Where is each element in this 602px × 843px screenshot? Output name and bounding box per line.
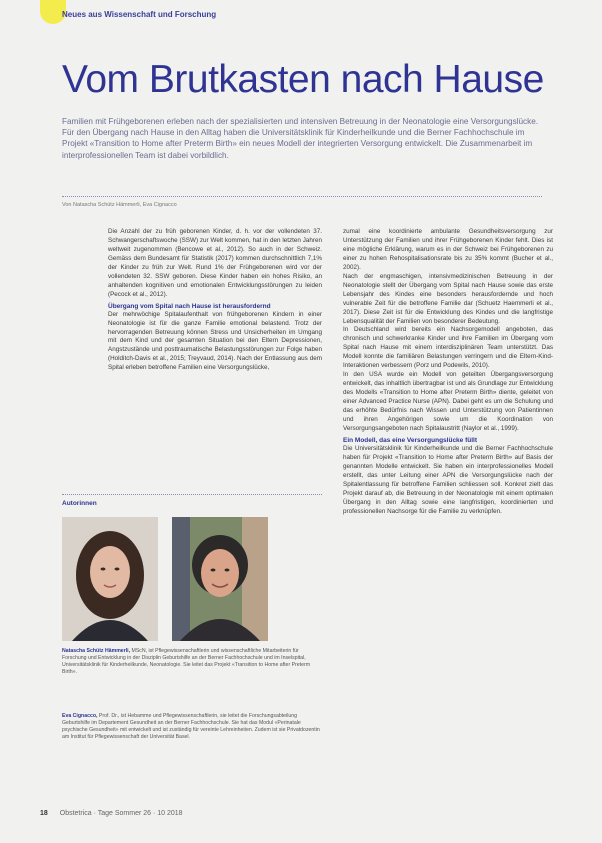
author-text: Prof. Dr., ist Hebamme und Pflegewissenschaftlerin, sie leitet die Forschungsabteilung Geburtshilfe im Departement Gesundheit an der Berner Fachhochschule. Sie hat das Modul «Perinatale psychische Gesundheit» mit entwickelt und ist zuständig für vereinte Lehreinheiten. Zudem ist sie Privatdozentin am Institut für Pflegewissenschaft der Universität Basel.	[62, 713, 320, 741]
author-name: Eva Cignacco,	[62, 713, 98, 719]
lead-divider	[62, 196, 542, 197]
subheading: Ein Modell, das eine Versorgungslücke füllt	[343, 436, 478, 444]
author-bio-schuetz	[62, 648, 324, 676]
subheading: Übergang vom Spital nach Hause ist herausfordernd	[108, 302, 271, 310]
lead-paragraph: Familien mit Frühgeborenen erleben nach der spezialisierten und intensiven Betreuung in der Neonatologie eine Versorgungslücke. Für den Übergang nach Hause in den Alltag haben die Universitätsklinik für Kinderheilkunde und die Berner Fachhochschule im Projekt «Transition to Home after Preterm Birth» ein neues Modell der integrierten Versorgung entwickelt. Die Zusammenarbeit im interprofessionellen Team ist dabei vorbildlich.	[62, 117, 539, 160]
column-left	[108, 228, 322, 373]
page-number: 18	[40, 810, 48, 817]
paragraph: Der mehrwöchige Spitalaufenthalt von frühgeborenen Kindern in einer Neonatologie ist für die ganze Familie emotional belastend. Trotz der hervorragenden Betreuung können Stress und Unsicherheiten im Umgang mit dem Kind und der gesamten Situation bei den Eltern Depressionen, Angstzustände und posttraumatische Belastungsstörungen zur Folge haben (Holditch-Davis et al., 2015; Treyvaud, 2014). Nach der Entlassung aus dem Spital erleben betroffene Familien eine Versorgungslücke,	[108, 310, 322, 372]
column-right	[343, 228, 553, 517]
author-photo-schuetz	[62, 517, 158, 641]
paragraph: In Deutschland wird bereits ein Nachsorgemodell angeboten, das chronisch und schwerkranke Kinder und ihre Familien im Übergang vom Spital nach Hause mit einem interdisziplinären Team unterstützt. Das Modell konnte die familiären Belastungen verringern und die Eltern-Kind-Interaktionen verbessern (Porz und Podewils, 2010).	[343, 326, 553, 370]
author-photo-cignacco	[172, 517, 268, 641]
author-name: Natascha Schütz Hämmerli,	[62, 648, 131, 654]
paragraph: In den USA wurde ein Modell von geteilten Übergangsversorgung entwickelt, das inhaltlich übertragbar ist und als Grundlage zur Entwicklung des Modells «Transition to Home after Preterm Birth» diente, geleitet von einer Advanced Practice Nurse (APN). Dabei geht es um die Schulung und das erhöhte Bedürfnis nach Wissen und Unterstützung von Patientinnen und ihren Angehörigen sowie um die Koordination von Versorgungsangeboten nach Spitalaustritt (Naylor et al., 1999).	[343, 371, 553, 432]
section-label: Neues aus Wissenschaft und Forschung	[62, 10, 217, 19]
page-title: Vom Brutkasten nach Hause	[62, 58, 544, 101]
paragraph: Die Universitätsklinik für Kinderheilkunde und die Berner Fachhochschule haben für Projekt «Transition to Home after Preterm Birth» auf Basis der genannten Modelle entwickelt. Sie haben ein interprofessionelles Modell erstellt, das unter Leitung einer APN die Versorgungslücke nach der Spitalentlassung für betroffene Familien schliessen soll. Konkret zielt das Projekt darauf ab, die Betreuung in der Neonatologie mit einem optimalen Übergang in den Alltag sowie eine langfristigen, koordinierten und professionellen Nachsorge für die Familie zu verknüpfen.	[343, 444, 553, 515]
byline: Von Natascha Schütz Hämmerli, Eva Cignacco	[62, 202, 177, 208]
footer	[40, 810, 183, 817]
authors-heading: Autorinnen	[62, 500, 97, 507]
paragraph: zumal eine koordinierte ambulante Gesundheitsversorgung zur Unterstützung der Familien und ihrer Frühgeborenen Kinder fehlt. Dies ist eine mögliche Erklärung, warum es in der Schweiz bei Frühgeborenen zu einer zu hohen Rehospitalisationsrate bis zu 35% kommt (Bucher et al., 2002).	[343, 228, 553, 271]
author-text: MScN, ist Pflegewissenschaftlerin und wissenschaftliche Mitarbeiterin für Forschung und Entwicklung in der Disziplin Geburtshilfe an der Berner Fachhochschule und im Inselspital, Universitätsklinik für Kinderheilkunde, Neonatologie. Sie leitet das Projekt «Transition to Home after Preterm Birth».	[62, 648, 311, 676]
paragraph: Nach der engmaschigen, intensivmedizinischen Betreuung in der Neonatologie stellt der Übergang vom Spital nach Hause sowie das erste Lebensjahr des Kindes eine besonders herausfordernde und hoch vulnerable Zeit für die betroffene Familie dar (Schuetz Haemmerli et al., 2017). Diese Zeit ist für die Entwicklung des Kindes und die langfristige Lebensqualität der Familien von besonderer Bedeutung.	[343, 272, 553, 325]
paragraph: Die Anzahl der zu früh geborenen Kinder, d. h. vor der vollendeten 37. Schwangerschaftswoche (SSW) zur Welt kommen, hat in den letzten Jahren weltweit zugenommen (Bencowe et al., 2012). So auch in der Schweiz. Gemäss dem Bundesamt für Statistik (2017) kommen durchschnittlich 7,1% der Kinder zu früh zur Welt. Rund 1% der Frühgeborenen wird vor der vollendeten 32. SSW geboren. Diese Kinder haben ein hohes Risiko, an anhaltenden kognitiven und emotionalen Entwicklungsstörungen zu leiden (Pecock et al., 2012).	[108, 228, 322, 298]
authors-divider	[62, 494, 322, 495]
author-bio-cignacco	[62, 713, 324, 741]
footer-text: Obstetrica · Tage Sommer 26 · 10 2018	[59, 810, 183, 817]
